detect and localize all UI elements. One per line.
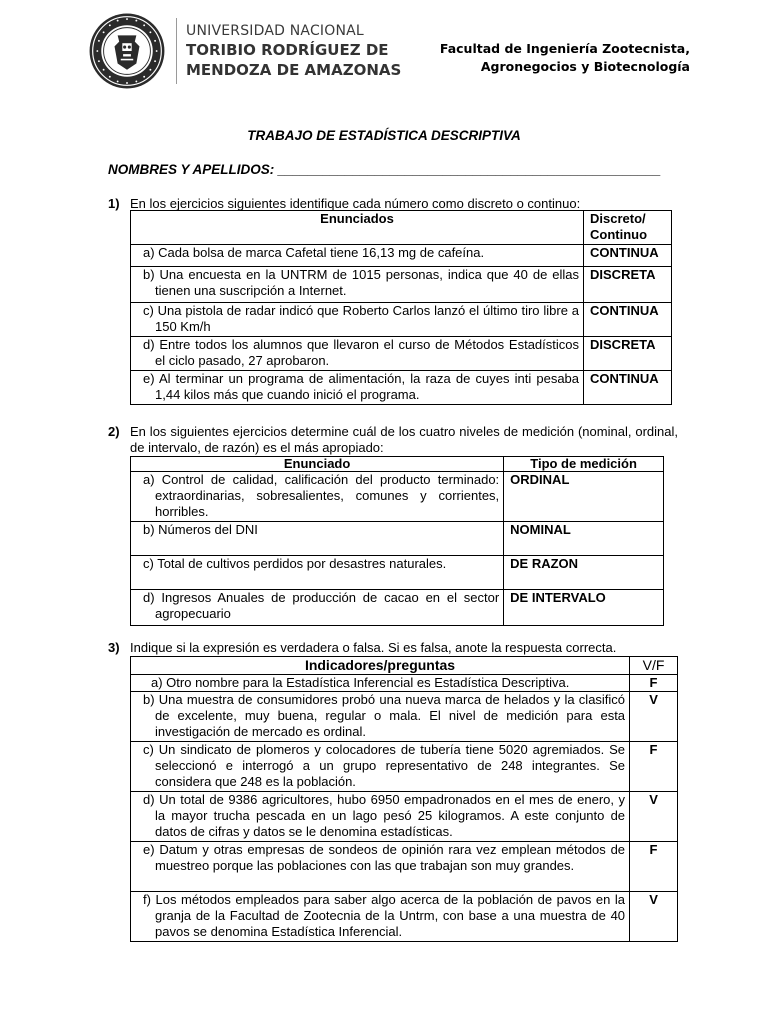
- statement-cell: e) Al terminar un programa de alimentación, la raza de cuyes inti pesaba 1,44 kilos más que cuando inició el programa.: [131, 371, 584, 405]
- table-row: [131, 337, 672, 371]
- answer-cell: DISCRETA: [584, 337, 672, 371]
- table-row: [131, 692, 678, 742]
- table-row: [131, 556, 664, 590]
- names-field-label: NOMBRES Y APELLIDOS: ___________________________________________________: [108, 162, 661, 177]
- table-header-row: [131, 211, 672, 245]
- table-row: [131, 303, 672, 337]
- answer-cell: DISCRETA: [584, 267, 672, 303]
- question-2-prompt: En los siguientes ejercicios determine cuál de los cuatro niveles de medición (nominal, ordinal, de intervalo, de razón) es el más apropiado:: [130, 424, 678, 455]
- question-3-table: [130, 656, 678, 942]
- question-1-number: 1): [108, 196, 120, 211]
- table-header-row: [131, 657, 678, 675]
- answer-cell: F: [630, 842, 678, 892]
- header-type: Tipo de medición: [504, 457, 664, 472]
- document-title: TRABAJO DE ESTADÍSTICA DESCRIPTIVA: [247, 128, 521, 143]
- answer-cell: V: [630, 692, 678, 742]
- table-header-row: [131, 457, 664, 472]
- statement-cell: d) Un total de 9386 agricultores, hubo 6950 empadronados en el mes de enero, y la mayor trucha pescada en un lago pesó 25 kilogramos. A este conjunto de datos de cifras y datos se le denomina estadísticas.: [131, 792, 630, 842]
- table-row: [131, 590, 664, 626]
- faculty-line2: Agronegocios y Biotecnología: [480, 59, 690, 74]
- answer-cell: CONTINUA: [584, 303, 672, 337]
- logo-divider: [176, 18, 177, 84]
- table-row: [131, 245, 672, 267]
- question-1-table: [130, 210, 672, 405]
- answer-cell: F: [630, 742, 678, 792]
- header-type: Discreto/ Continuo: [584, 211, 672, 245]
- header-statement: Enunciados: [131, 211, 584, 245]
- answer-cell: DE INTERVALO: [504, 590, 664, 626]
- statement-cell: d) Entre todos los alumnos que llevaron el curso de Métodos Estadísticos el ciclo pasado, 27 aprobaron.: [131, 337, 584, 371]
- table-row: [131, 472, 664, 522]
- table-row: [131, 267, 672, 303]
- table-row: [131, 675, 678, 692]
- faculty-name: [440, 40, 690, 76]
- university-name-line2: TORIBIO RODRÍGUEZ DE: [186, 41, 389, 59]
- statement-cell: b) Una muestra de consumidores probó una nueva marca de helados y la clasificó de excelente, muy buena, regular o mala. El nivel de medición para esta investigación de mercado es ordinal.: [131, 692, 630, 742]
- question-2-number: 2): [108, 424, 120, 439]
- answer-cell: CONTINUA: [584, 371, 672, 405]
- university-name-line3: MENDOZA DE AMAZONAS: [186, 61, 402, 79]
- statement-cell: c) Una pistola de radar indicó que Roberto Carlos lanzó el último tiro libre a 150 Km/h: [131, 303, 584, 337]
- header-statement: Indicadores/preguntas: [131, 657, 630, 675]
- answer-cell: V: [630, 792, 678, 842]
- statement-cell: a) Control de calidad, calificación del producto terminado: extraordinarias, sobresalientes, comunes y corrientes, horribles.: [131, 472, 504, 522]
- question-2-table: [130, 456, 664, 626]
- table-row: [131, 892, 678, 942]
- university-name: [186, 22, 401, 80]
- statement-cell: b) Números del DNI: [131, 522, 504, 556]
- university-seal-logo: [88, 12, 166, 90]
- table-row: [131, 842, 678, 892]
- statement-cell: c) Un sindicato de plomeros y colocadores de tubería tiene 5020 agremiados. Se seleccionó e interrogó a un grupo representativo de 248 integrantes. Se considera que 248 es la población.: [131, 742, 630, 792]
- statement-cell: a) Otro nombre para la Estadística Inferencial es Estadística Descriptiva.: [131, 675, 630, 692]
- answer-cell: CONTINUA: [584, 245, 672, 267]
- table-row: [131, 742, 678, 792]
- question-1-prompt: En los ejercicios siguientes identifique cada número como discreto o continuo:: [130, 196, 581, 211]
- statement-cell: e) Datum y otras empresas de sondeos de opinión rara vez emplean métodos de muestreo porque las poblaciones con las que trabajan son muy grandes.: [131, 842, 630, 892]
- header-statement: Enunciado: [131, 457, 504, 472]
- answer-cell: DE RAZON: [504, 556, 664, 590]
- table-row: [131, 371, 672, 405]
- statement-cell: c) Total de cultivos perdidos por desastres naturales.: [131, 556, 504, 590]
- question-3-number: 3): [108, 640, 120, 655]
- header-type: V/F: [630, 657, 678, 675]
- answer-cell: NOMINAL: [504, 522, 664, 556]
- statement-cell: a) Cada bolsa de marca Cafetal tiene 16,13 mg de cafeína.: [131, 245, 584, 267]
- statement-cell: f) Los métodos empleados para saber algo acerca de la población de pavos en la granja de la Facultad de Zootecnia de la Untrm, con base a una muestra de 40 pavos se denomina Estadística Inferencial.: [131, 892, 630, 942]
- statement-cell: d) Ingresos Anuales de producción de cacao en el sector agropecuario: [131, 590, 504, 626]
- answer-cell: V: [630, 892, 678, 942]
- answer-cell: F: [630, 675, 678, 692]
- statement-cell: b) Una encuesta en la UNTRM de 1015 personas, indica que 40 de ellas tienen una suscripción a Internet.: [131, 267, 584, 303]
- table-row: [131, 522, 664, 556]
- table-row: [131, 792, 678, 842]
- faculty-line1: Facultad de Ingeniería Zootecnista,: [439, 41, 690, 56]
- question-3-prompt: Indique si la expresión es verdadera o falsa. Si es falsa, anote la respuesta correcta.: [130, 640, 617, 655]
- answer-cell: ORDINAL: [504, 472, 664, 522]
- university-name-line1: UNIVERSIDAD NACIONAL: [186, 23, 364, 39]
